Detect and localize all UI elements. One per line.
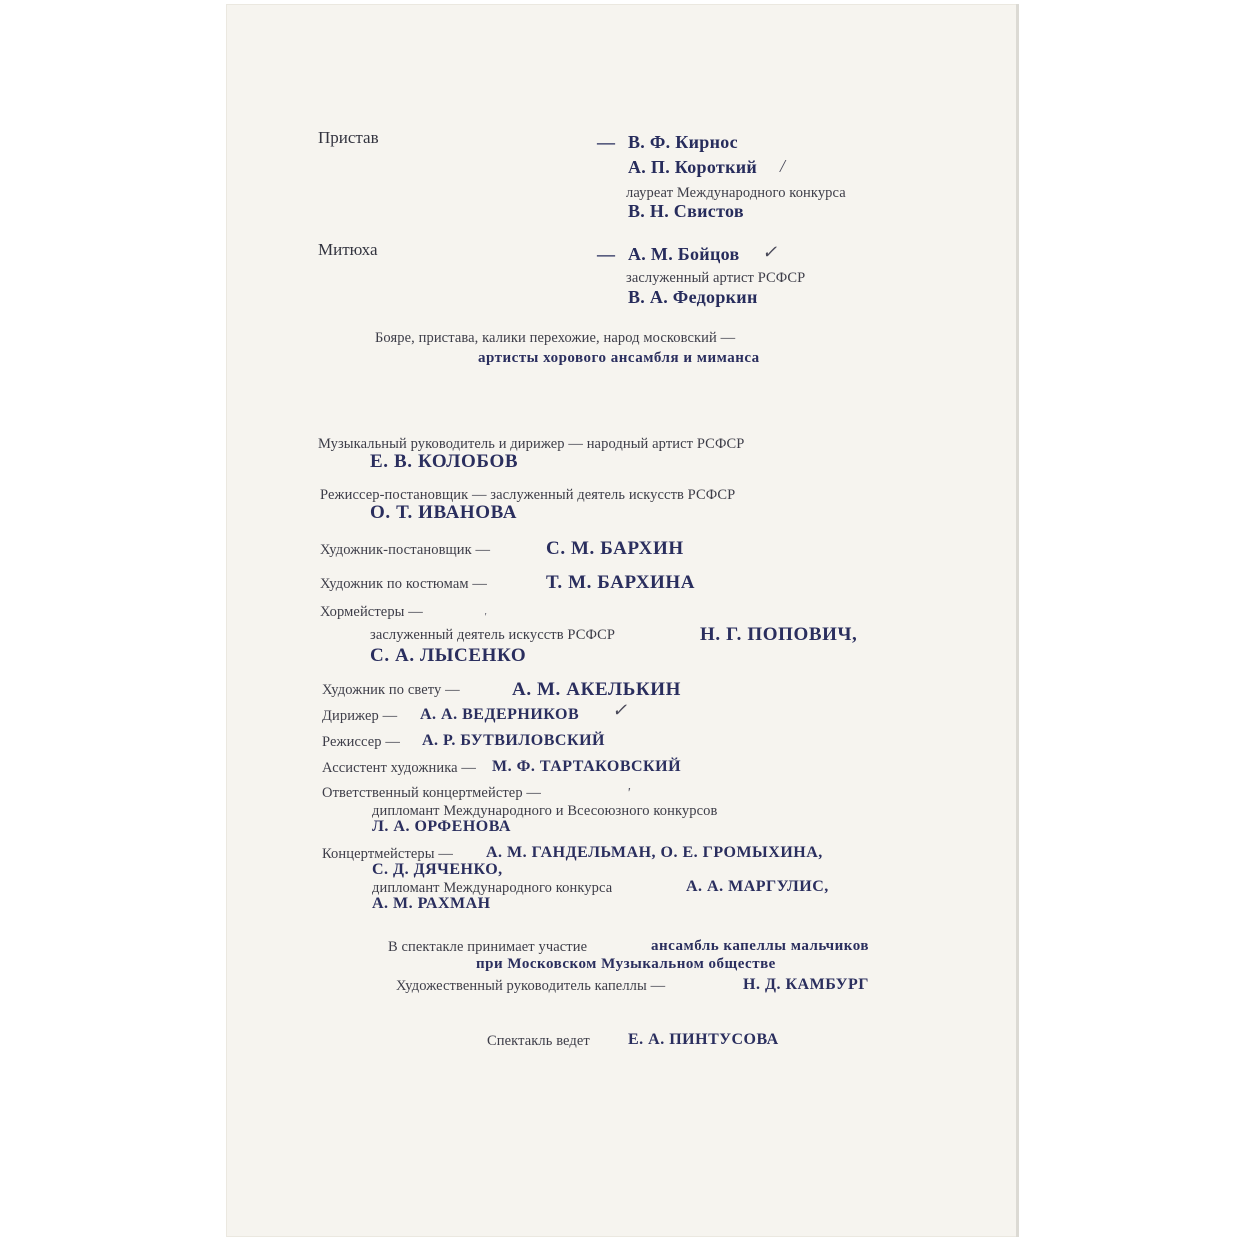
pencil-check-mark-2: ✓: [612, 700, 628, 720]
costume-label: Художник по костюмам —: [320, 576, 487, 592]
chapel-line-2: при Московском Музыкальном обществе: [476, 956, 776, 972]
mityukha-name-1: А. М. Бойцов: [628, 244, 740, 264]
chapel-line-3-name: Н. Д. КАМБУРГ: [743, 976, 869, 993]
mityukha-dash: —: [597, 244, 616, 264]
conductor-name: А. А. ВЕДЕРНИКОВ: [420, 706, 580, 723]
accompanists-line-2: С. Д. ДЯЧЕНКО,: [372, 861, 503, 878]
conductor-label: Дирижер —: [322, 708, 398, 724]
chorus-master-2: С. А. ЛЫСЕНКО: [370, 645, 527, 666]
accompanists-label: Концертмейстеры —: [322, 846, 453, 862]
director-name: А. Р. БУТВИЛОВСКИЙ: [422, 732, 605, 749]
lighting-name: А. М. АКЕЛЬКИН: [512, 679, 682, 700]
director-label: Режиссер —: [322, 734, 400, 750]
accompanists-line-3: А. А. МАРГУЛИС,: [686, 878, 829, 895]
pencil-slash-mark-2: ': [627, 786, 630, 801]
pencil-dot-mark: ': [484, 612, 487, 623]
chapel-line-3-label: Художественный руководитель капеллы —: [396, 978, 666, 994]
chapel-line-1-prefix: В спектакле принимает участие: [388, 939, 588, 955]
accompanists-line-4: А. М. РАХМАН: [372, 895, 491, 912]
stage-director-name: О. Т. ИВАНОВА: [370, 502, 518, 523]
lighting-label: Художник по свету —: [322, 682, 460, 698]
pristav-dash: —: [597, 132, 616, 152]
assistant-name: М. Ф. ТАРТАКОВСКИЙ: [492, 758, 682, 775]
pristav-name-3: В. Н. Свистов: [628, 201, 744, 221]
accompanist-note: дипломант Международного и Всесоюзного конкурсов: [372, 803, 718, 819]
designer-label: Художник-постановщик —: [320, 542, 491, 558]
mityukha-name-2: В. А. Федоркин: [628, 287, 758, 307]
costume-name: Т. М. БАРХИНА: [546, 572, 696, 593]
music-director-label: Музыкальный руководитель и дирижер — народный артист РСФСР: [318, 436, 745, 452]
pristav-name-2: А. П. Короткий: [628, 157, 758, 177]
chapel-line-1-bold: ансамбль капеллы мальчиков: [651, 938, 869, 954]
pristav-name-1: В. Ф. Кирнос: [628, 132, 738, 152]
accompanist-name: Л. А. ОРФЕНОВА: [372, 818, 511, 835]
pencil-check-mark: ✓: [762, 242, 778, 262]
chorus-masters-label: Хормейстеры —: [320, 604, 423, 620]
designer-name: С. М. БАРХИН: [546, 538, 684, 559]
page-edge: [1016, 4, 1019, 1237]
accompanists-line-1: А. М. ГАНДЕЛЬМАН, О. Е. ГРОМЫХИНА,: [486, 844, 823, 861]
accompanists-note: дипломант Международного конкурса: [372, 880, 613, 896]
assistant-label: Ассистент художника —: [322, 760, 476, 776]
role-pristav: Пристав: [318, 128, 379, 147]
chorus-line-1: Бояре, пристава, калики перехожие, народ московский —: [375, 330, 736, 346]
mityukha-note: заслуженный артист РСФСР: [626, 270, 806, 286]
role-mityukha: Митюха: [318, 240, 378, 259]
stage-director-label: Режиссер-постановщик — заслуженный деятель искусств РСФСР: [320, 487, 736, 503]
pristav-note: лауреат Международного конкурса: [626, 185, 846, 201]
pencil-slash-mark: /: [780, 156, 786, 176]
chorus-master-1: Н. Г. ПОПОВИЧ,: [700, 624, 858, 645]
chorus-line-2: артисты хорового ансамбля и миманса: [478, 350, 760, 366]
accompanist-label: Ответственный концертмейстер —: [322, 785, 541, 801]
stage-manager-label: Спектакль ведет: [487, 1033, 590, 1049]
chorus-masters-note: заслуженный деятель искусств РСФСР: [370, 627, 616, 643]
stage-manager-name: Е. А. ПИНТУСОВА: [628, 1031, 779, 1048]
music-director-name: Е. В. КОЛОБОВ: [370, 451, 519, 472]
